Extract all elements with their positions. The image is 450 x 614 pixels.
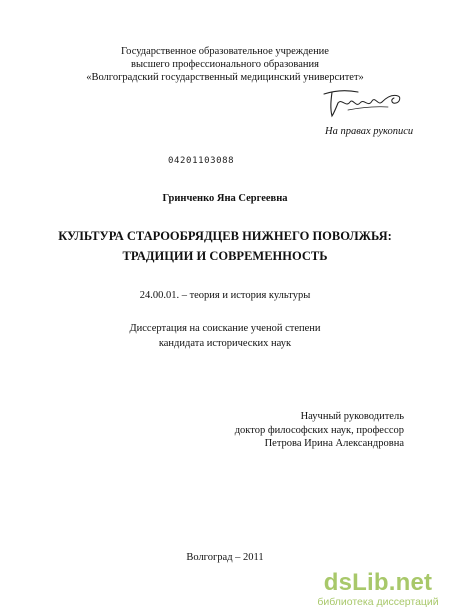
- degree-statement: [0, 321, 450, 351]
- handwritten-signature: [318, 86, 408, 120]
- rights-note: На правах рукописи: [325, 126, 414, 137]
- dissertation-title: [0, 226, 450, 266]
- institution-line-1: Государственное образовательное учреждение: [121, 46, 329, 57]
- document-code: 04201103088: [168, 156, 235, 166]
- advisor-name: Петрова Ирина Александровна: [264, 438, 404, 449]
- institution-line-3: «Волгоградский государственный медицинский университет»: [86, 72, 364, 83]
- advisor-credentials: доктор философских наук, профессор: [234, 424, 404, 436]
- institution-line-2: высшего профессионального образования: [131, 59, 319, 70]
- degree-line-2: кандидата исторических наук: [158, 338, 292, 349]
- title-line-1: КУЛЬТУРА СТАРООБРЯДЦЕВ НИЖНЕГО ПОВОЛЖЬЯ:: [58, 229, 392, 243]
- city-year: Волгоград – 2011: [186, 552, 264, 563]
- advisor-role: Научный руководитель: [300, 411, 404, 422]
- watermark[interactable]: [312, 570, 444, 608]
- scientific-advisor: [235, 410, 404, 451]
- specialty-code: 24.00.01. – теория и история культуры: [139, 290, 311, 301]
- author-name: Гринченко Яна Сергеевна: [162, 193, 288, 204]
- institution-header: [0, 45, 450, 84]
- degree-line-1: Диссертация на соискание ученой степени: [129, 323, 321, 334]
- watermark-caption: библиотека диссертаций: [317, 596, 439, 608]
- watermark-logo[interactable]: dsLib.net: [323, 569, 433, 596]
- title-line-2: ТРАДИЦИИ И СОВРЕМЕННОСТЬ: [122, 249, 328, 263]
